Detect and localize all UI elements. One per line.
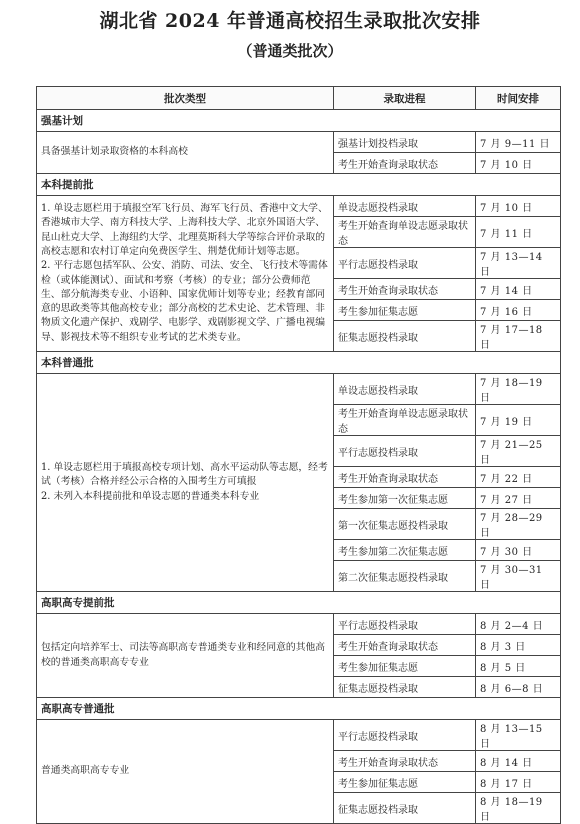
progress-step: 平行志愿投档录取 [334,436,476,467]
progress-step: 考生开始查询录取状态 [334,635,476,656]
table-row [37,374,561,405]
table-row [37,132,561,153]
table-header-row [37,87,561,110]
section-name: 高职高专提前批 [37,592,561,614]
table-row [37,196,561,217]
progress-step: 考生开始查询录取状态 [334,751,476,772]
section-header-row [37,698,561,720]
batch-description [37,614,334,698]
progress-step: 考生参加征集志愿 [334,656,476,677]
time-cell: 7 月 13—14 日 [476,248,561,279]
section-header-row [37,592,561,614]
progress-step: 平行志愿投档录取 [334,720,476,751]
section-name: 强基计划 [37,110,561,132]
time-cell: 8 月 18—19 日 [476,793,561,824]
description-paragraph: 包括定向培养军士、司法等高职高专普通类专业和经同意的其他高校的普通类高职高专专业 [41,642,326,668]
progress-step: 考生开始查询录取状态 [334,279,476,300]
time-cell: 7 月 10 日 [476,196,561,217]
progress-step: 平行志愿投档录取 [334,614,476,635]
batch-description [37,196,334,352]
progress-step: 考生开始查询录取状态 [334,467,476,488]
progress-step: 考生参加征集志愿 [334,772,476,793]
batch-description [37,374,334,592]
section-header-row [37,352,561,374]
description-paragraph: 1. 单设志愿栏用于填报高校专项计划、高水平运动队等志愿，经考试（考核）合格并经公示合格的入围考生方可填报 [41,462,328,488]
time-cell: 7 月 28—29 日 [476,509,561,540]
progress-step: 第一次征集志愿投档录取 [334,509,476,540]
progress-step: 考生开始查询单设志愿录取状态 [334,217,476,248]
batch-description [37,720,334,824]
time-cell: 8 月 14 日 [476,751,561,772]
time-cell: 8 月 6—8 日 [476,677,561,698]
description-paragraph: 2. 未列入本科提前批和单设志愿的普通类本科专业 [41,490,260,502]
progress-step: 征集志愿投档录取 [334,321,476,352]
time-cell: 7 月 21—25 日 [476,436,561,467]
section-header-row [37,110,561,132]
time-cell: 7 月 10 日 [476,153,561,174]
progress-step: 单设志愿投档录取 [334,196,476,217]
time-cell: 7 月 9—11 日 [476,132,561,153]
time-cell: 8 月 3 日 [476,635,561,656]
schedule-table [36,86,561,824]
time-cell: 7 月 30—31 日 [476,561,561,592]
progress-step: 考生参加第一次征集志愿 [334,488,476,509]
description-paragraph: 2. 平行志愿包括军队、公安、消防、司法、安全、飞行技术等需体检（或体能测试）、面试和考察（考核）的专业；部分公费师范生、部分航海类专业、小语种、国家优师计划等专业；经教育部同意的思政类等其他高校专业；部分高校的艺术史论、艺术管理、非物质文化遗产保护、戏剧学、电影学、戏剧影视文学、广播电视编导、影视技术等不组织专业考试的艺术类专业。 [41,260,328,343]
progress-step: 征集志愿投档录取 [334,793,476,824]
section-name: 本科提前批 [37,174,561,196]
progress-step: 单设志愿投档录取 [334,374,476,405]
description-paragraph: 具备强基计划录取资格的本科高校 [41,146,188,158]
time-cell: 7 月 22 日 [476,467,561,488]
table-row [37,720,561,751]
time-cell: 7 月 27 日 [476,488,561,509]
time-cell: 7 月 16 日 [476,300,561,321]
section-name: 本科普通批 [37,352,561,374]
time-cell: 7 月 11 日 [476,217,561,248]
time-cell: 8 月 5 日 [476,656,561,677]
table-row [37,614,561,635]
header-batch-type: 批次类型 [37,87,334,110]
progress-step: 平行志愿投档录取 [334,248,476,279]
progress-step: 第二次征集志愿投档录取 [334,561,476,592]
page-title: 湖北省 2024 年普通高校招生录取批次安排 [99,10,481,32]
progress-step: 考生参加第二次征集志愿 [334,540,476,561]
progress-step: 考生参加征集志愿 [334,300,476,321]
progress-step: 考生开始查询单设志愿录取状态 [334,405,476,436]
description-paragraph: 普通类高职高专专业 [41,765,130,777]
time-cell: 8 月 17 日 [476,772,561,793]
time-cell: 7 月 19 日 [476,405,561,436]
progress-step: 强基计划投档录取 [334,132,476,153]
time-cell: 7 月 14 日 [476,279,561,300]
page-subtitle: （普通类批次） [237,42,343,60]
header-progress: 录取进程 [334,87,476,110]
time-cell: 8 月 13—15 日 [476,720,561,751]
time-cell: 8 月 2—4 日 [476,614,561,635]
time-cell: 7 月 30 日 [476,540,561,561]
description-paragraph: 1. 单设志愿栏用于填报空军飞行员、海军飞行员、香港中文大学、香港城市大学、南方科技大学、上海科技大学、北京外国语大学、昆山杜克大学、上海纽约大学、北理莫斯科大学等综合评价录取的高校志愿和农村订单定向免费医学生、荆楚优师计划等志愿。 [41,203,328,257]
progress-step: 征集志愿投档录取 [334,677,476,698]
batch-description [37,132,334,174]
time-cell: 7 月 18—19 日 [476,374,561,405]
time-cell: 7 月 17—18 日 [476,321,561,352]
section-header-row [37,174,561,196]
progress-step: 考生开始查询录取状态 [334,153,476,174]
header-time: 时间安排 [476,87,561,110]
section-name: 高职高专普通批 [37,698,561,720]
